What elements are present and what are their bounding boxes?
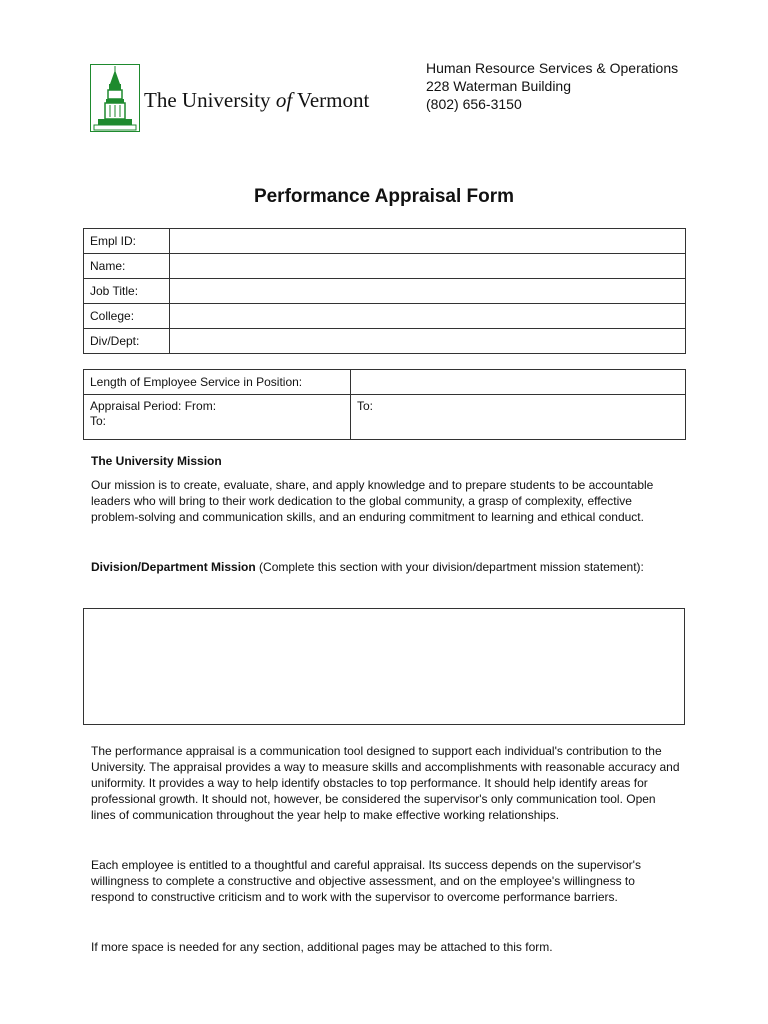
name-label: Name: [84,254,170,279]
table-row [84,304,686,329]
department-phone: (802) 656-3150 [426,96,522,112]
table-row [84,329,686,354]
university-logo [90,64,370,132]
contact-block [426,59,678,113]
college-label: College: [84,304,170,329]
employee-info-table [83,228,686,354]
empl-id-field[interactable] [170,229,686,254]
division-mission-instruction: (Complete this section with your division/department mission statement): [255,560,644,574]
table-row [84,370,686,395]
div-dept-field[interactable] [170,329,686,354]
logo-wordmark: The University of Vermont [144,88,370,112]
job-title-field[interactable] [170,279,686,304]
division-mission-heading: Division/Department Mission [91,560,256,574]
appraisal-description-paragraph: The performance appraisal is a communication tool designed to support each individual's contribution to the University. The appraisal provides a way to measure skills and accomplishments with reasonable accuracy and uniformity. It provides a way to help identify obstacles to top performance. It should help identify areas for professional growth. It should not, however, be considered the supervisor's only communication tool. Open lines of communication throughout the year help to make effective working relationships. [91,744,680,822]
job-title-label: Job Title: [84,279,170,304]
period-to-right-label: To: [357,399,374,413]
appraisal-period-cell[interactable] [84,395,351,440]
division-mission-intro [91,559,681,575]
page-title: Performance Appraisal Form [253,186,515,207]
table-row [84,395,686,440]
service-period-table [83,369,686,440]
name-field[interactable] [170,254,686,279]
table-row [84,279,686,304]
division-mission-input[interactable] [83,608,685,725]
college-field[interactable] [170,304,686,329]
service-length-field[interactable] [351,370,686,395]
employee-entitlement-paragraph: Each employee is entitled to a thoughtful and careful appraisal. Its success depends on the supervisor's willingness to complete a constructive and objective assessment, and on the employee's willingness to respond to constructive criticism and to work with the supervisor to overcome performance barriers. [91,858,641,904]
table-row [84,254,686,279]
department-name: Human Resource Services & Operations [426,60,679,76]
period-to-cell[interactable] [351,395,686,440]
additional-pages-note: If more space is needed for any section, additional pages may be attached to this form. [91,940,553,954]
service-length-label: Length of Employee Service in Position: [84,370,351,395]
table-row [84,229,686,254]
tower-logo-icon [90,64,140,132]
department-address: 228 Waterman Building [426,78,572,94]
empl-id-label: Empl ID: [84,229,170,254]
div-dept-label: Div/Dept: [84,329,170,354]
university-mission-text: Our mission is to create, evaluate, share, and apply knowledge and to prepare students to be accountable leaders who will bring to their work dedication to the global community, a grasp of complexity, effective problem-solving and communication skills, and an enduring commitment to learning and ethical conduct. [91,478,654,524]
university-mission-heading: The University Mission [91,454,222,468]
period-to-label: To: [90,414,107,428]
period-from-label: Appraisal Period: From: [90,399,217,413]
